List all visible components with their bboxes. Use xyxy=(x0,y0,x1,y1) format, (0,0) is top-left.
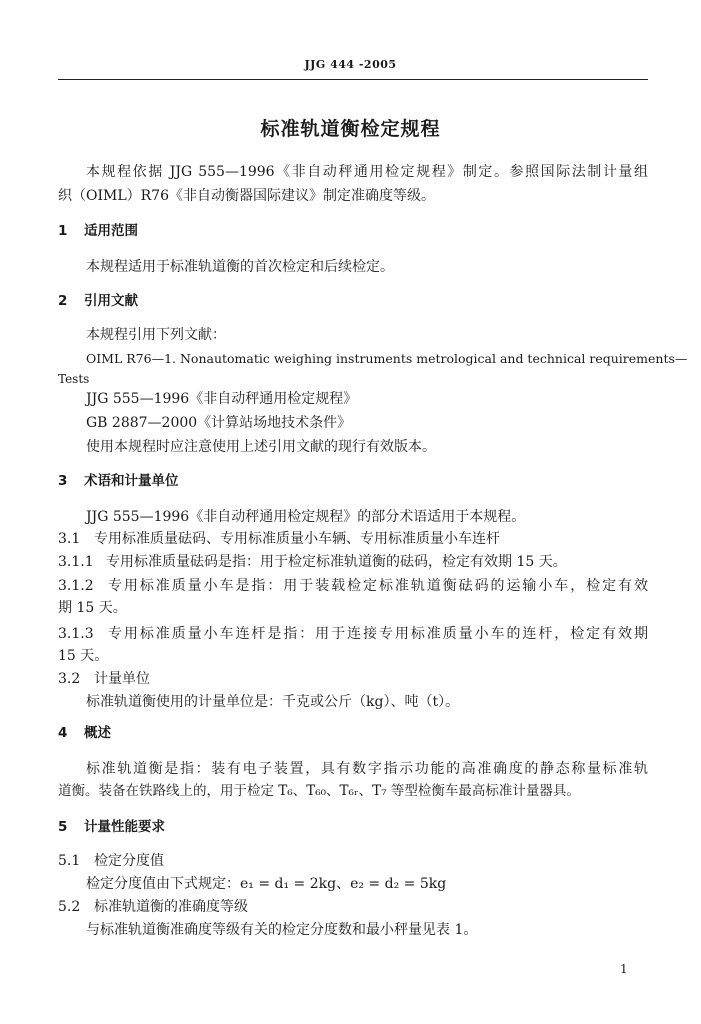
subsection-3-1-1 xyxy=(58,553,567,571)
subsection-number: 3.1.1 xyxy=(58,554,94,570)
subsection-3-1 xyxy=(58,530,500,548)
reference-jjg: JJG 555—1996《非自动秤通用检定规程》 xyxy=(86,391,358,407)
subsection-text: 专用标准质量小车是指：用于装载检定标准轨道衡砝码的运输小车，检定有效 xyxy=(106,578,648,594)
subsection-5-2-body: 与标准轨道衡准确度等级有关的检定分度数和最小秤量见表 1。 xyxy=(86,922,478,938)
section-number: 4 xyxy=(58,725,68,741)
section-number: 5 xyxy=(58,819,68,835)
subsection-number: 3.2 xyxy=(58,671,81,687)
intro-line-2: 织（OIML）R76《非自动衡器国际建议》制定准确度等级。 xyxy=(58,188,435,204)
section-number: 3 xyxy=(58,473,68,489)
subsection-3-2 xyxy=(58,670,150,688)
section-3-intro: JJG 555—1996《非自动秤通用检定规程》的部分术语适用于本规程。 xyxy=(86,509,526,525)
intro-line-1: 本规程依据 JJG 555—1996《非自动秤通用检定规程》制定。参照国际法制计量组 xyxy=(86,164,648,180)
section-number: 2 xyxy=(58,293,68,309)
reference-oiml: OIML R76—1. Nonautomatic weighing instruments metrological and technical requirements— xyxy=(86,351,688,366)
subsection-text: 计量单位 xyxy=(94,671,150,687)
section-1-heading xyxy=(58,222,138,240)
subsection-number: 3.1 xyxy=(58,531,81,547)
subsection-3-1-2 xyxy=(58,577,648,595)
subsection-5-2 xyxy=(58,898,248,916)
subsection-3-1-3 xyxy=(58,625,648,643)
subsection-text: 标准轨道衡的准确度等级 xyxy=(94,899,248,915)
subsection-3-1-3-cont: 15 天。 xyxy=(58,648,109,664)
page-number: 1 xyxy=(620,962,628,976)
reference-note: 使用本规程时应注意使用上述引用文献的现行有效版本。 xyxy=(86,439,436,455)
section-title: 概述 xyxy=(84,725,111,741)
section-4-heading xyxy=(58,724,111,742)
subsection-text: 专用标准质量小车连杆是指：用于连接专用标准质量小车的连杆，检定有效期 xyxy=(106,626,648,642)
subsection-number: 3.1.2 xyxy=(58,578,94,594)
subsection-number: 5.1 xyxy=(58,853,81,869)
reference-intro: 本规程引用下列文献： xyxy=(86,327,226,343)
reference-oiml-cont: Tests xyxy=(58,372,90,386)
section-1-body: 本规程适用于标准轨道衡的首次检定和后续检定。 xyxy=(86,259,394,275)
subsection-number: 3.1.3 xyxy=(58,626,94,642)
page-title: 标准轨道衡检定规程 xyxy=(260,118,441,140)
section-5-heading xyxy=(58,818,165,836)
subsection-text: 检定分度值 xyxy=(94,853,164,869)
section-title: 适用范围 xyxy=(84,223,138,239)
subsection-text: 专用标准质量砝码、专用标准质量小车辆、专用标准质量小车连杆 xyxy=(94,531,500,547)
subsection-5-1-body: 检定分度值由下式规定：e₁ = d₁ = 2kg、e₂ = d₂ = 5kg xyxy=(86,876,447,892)
section-title: 计量性能要求 xyxy=(84,819,165,835)
subsection-3-2-body: 标准轨道衡使用的计量单位是：千克或公斤（kg）、吨（t）。 xyxy=(86,694,460,710)
section-3-heading xyxy=(58,472,179,490)
header-rule xyxy=(58,79,648,80)
subsection-text: 专用标准质量砝码是指：用于检定标准轨道衡的砝码，检定有效期 15 天。 xyxy=(106,554,567,570)
section-title: 引用文献 xyxy=(84,293,138,309)
reference-gb: GB 2887—2000《计算站场地技术条件》 xyxy=(86,415,352,431)
subsection-3-1-2-cont: 期 15 天。 xyxy=(58,600,127,616)
section-4-line-2: 道衡。装备在铁路线上的，用于检定 T₆、T₆₀、T₆ᵣ、T₇ 等型检衡车最高标准计量器具。 xyxy=(58,783,580,799)
subsection-5-1 xyxy=(58,852,164,870)
section-title: 术语和计量单位 xyxy=(84,473,179,489)
section-number: 1 xyxy=(58,223,68,239)
section-4-line-1: 标准轨道衡是指：装有电子装置，具有数字指示功能的高准确度的静态称量标准轨 xyxy=(86,761,648,777)
section-2-heading xyxy=(58,292,138,310)
document-code-header: JJG 444 -2005 xyxy=(304,58,397,71)
subsection-number: 5.2 xyxy=(58,899,81,915)
